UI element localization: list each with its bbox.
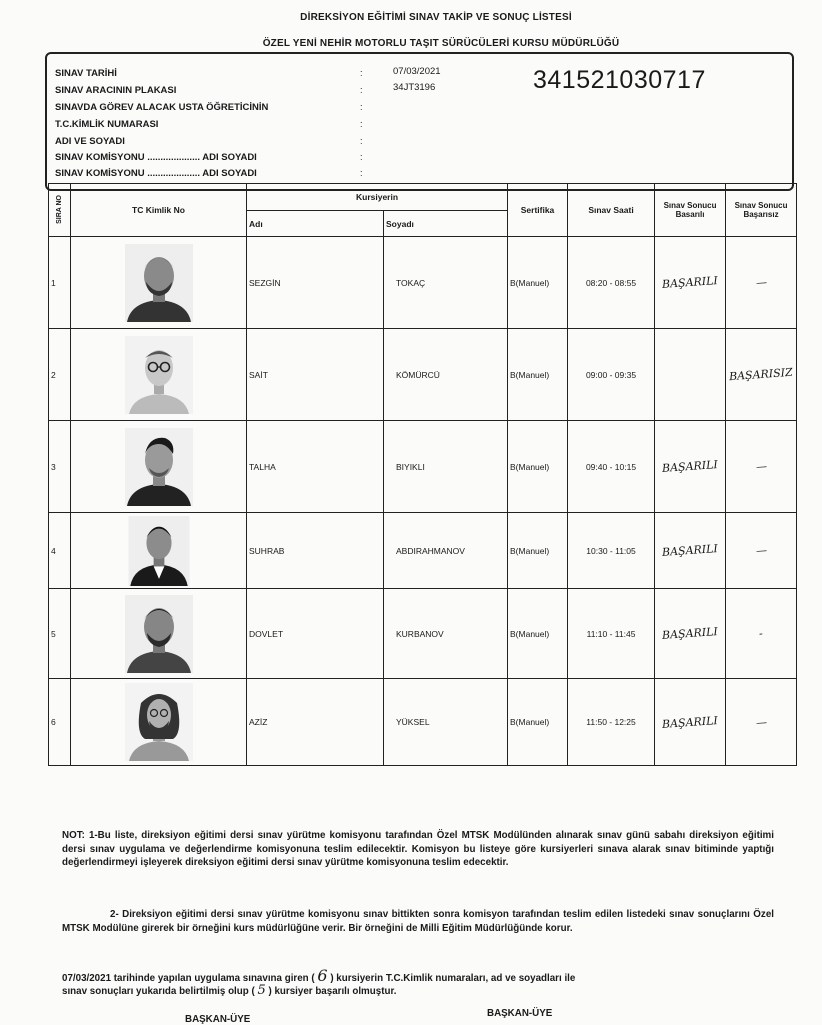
header-sira-no: SIRA NO bbox=[49, 184, 71, 237]
photo-cell bbox=[71, 589, 247, 679]
certificate: B(Manuel) bbox=[508, 679, 568, 766]
signature-left-label: BAŞKAN-ÜYE bbox=[185, 1014, 251, 1025]
student-photo bbox=[125, 244, 193, 322]
result-passed: BAŞARILI bbox=[661, 274, 719, 291]
student-photo bbox=[125, 683, 193, 761]
photo-cell bbox=[71, 421, 247, 513]
student-photo bbox=[125, 516, 193, 586]
first-name: SUHRAB bbox=[247, 513, 384, 589]
row-no: 1 bbox=[49, 237, 71, 329]
row-no: 3 bbox=[49, 421, 71, 513]
exam-time: 11:10 - 11:45 bbox=[568, 589, 655, 679]
plate-value: 34JT3196 bbox=[393, 82, 436, 93]
header-basarili: Sınav Sonucu Basarılı bbox=[655, 184, 726, 237]
header-kursiyer: Kursiyerin bbox=[247, 184, 508, 211]
last-name: YÜKSEL bbox=[384, 679, 508, 766]
handwritten-passed: 5 bbox=[257, 983, 266, 998]
header-basarisiz: Sınav Sonucu Başarısız bbox=[726, 184, 797, 237]
colon: : bbox=[360, 168, 363, 178]
result-failed: - bbox=[758, 626, 764, 641]
colon: : bbox=[360, 102, 363, 112]
student-photo bbox=[125, 428, 193, 506]
candidate-table bbox=[48, 183, 797, 766]
colon: : bbox=[360, 119, 363, 129]
certificate: B(Manuel) bbox=[508, 329, 568, 421]
last-name: BIYIKLI bbox=[384, 421, 508, 513]
last-name: TOKAÇ bbox=[384, 237, 508, 329]
row-no: 6 bbox=[49, 679, 71, 766]
colon: : bbox=[360, 152, 363, 162]
last-name: ABDIRAHMANOV bbox=[384, 513, 508, 589]
last-name: KÖMÜRCÜ bbox=[384, 329, 508, 421]
label-commission-1: SINAV KOMİSYONU .................... ADI SOYADI bbox=[55, 152, 257, 163]
result-passed: BAŞARILI bbox=[661, 542, 719, 559]
last-name: KURBANOV bbox=[384, 589, 508, 679]
row-no: 5 bbox=[49, 589, 71, 679]
label-vehicle-plate: SINAV ARACININ PLAKASI bbox=[55, 85, 177, 96]
photo-cell bbox=[71, 329, 247, 421]
exam-date-value: 07/03/2021 bbox=[393, 66, 441, 77]
label-commission-2: SINAV KOMİSYONU .................... ADI SOYADI bbox=[55, 168, 257, 179]
first-name: SEZGİN bbox=[247, 237, 384, 329]
header-sertifika: Sertifika bbox=[508, 184, 568, 237]
certificate: B(Manuel) bbox=[508, 513, 568, 589]
result-failed: — bbox=[755, 543, 767, 558]
table-row bbox=[49, 679, 797, 766]
signature-right-label: BAŞKAN-ÜYE bbox=[487, 1008, 553, 1019]
photo-cell bbox=[71, 679, 247, 766]
header-tc: TC Kimlik No bbox=[71, 184, 247, 237]
footer-line-1: 07/03/2021 tarihinde yapılan uygulama sınavına giren ( 6 ) kursiyerin T.C.Kimlik numaraları, ad ve soyadları ile bbox=[62, 966, 576, 985]
row-no: 2 bbox=[49, 329, 71, 421]
handwritten-count: 6 bbox=[317, 966, 328, 985]
result-passed: BAŞARILI bbox=[661, 458, 719, 475]
colon: : bbox=[360, 68, 363, 78]
certificate: B(Manuel) bbox=[508, 589, 568, 679]
result-passed: BAŞARILI bbox=[661, 713, 719, 731]
table-row bbox=[49, 329, 797, 421]
table-row bbox=[49, 589, 797, 679]
first-name: AZİZ bbox=[247, 679, 384, 766]
result-failed: — bbox=[755, 715, 767, 729]
photo-cell bbox=[71, 237, 247, 329]
document-title: DİREKSİYON EĞİTİMİ SINAV TAKİP VE SONUÇ LİSTESİ bbox=[300, 12, 572, 23]
exam-time: 08:20 - 08:55 bbox=[568, 237, 655, 329]
label-instructor: SINAVDA GÖREV ALACAK USTA ÖĞRETİCİNİN bbox=[55, 102, 269, 113]
table-row bbox=[49, 421, 797, 513]
colon: : bbox=[360, 85, 363, 95]
label-name-surname: ADI VE SOYADI bbox=[55, 136, 125, 147]
result-failed: — bbox=[755, 459, 767, 474]
label-tc-number: T.C.KİMLİK NUMARASI bbox=[55, 119, 159, 130]
certificate: B(Manuel) bbox=[508, 237, 568, 329]
exam-number: 341521030717 bbox=[533, 66, 706, 94]
exam-time: 09:00 - 09:35 bbox=[568, 329, 655, 421]
label-exam-date: SINAV TARİHİ bbox=[55, 68, 117, 79]
exam-time: 11:50 - 12:25 bbox=[568, 679, 655, 766]
first-name: DOVLET bbox=[247, 589, 384, 679]
table-row bbox=[49, 237, 797, 329]
certificate: B(Manuel) bbox=[508, 421, 568, 513]
footer-line-2: sınav sonuçları yukarıda belirtilmiş olup ( 5 ) kursiyer başarılı olmuştur. bbox=[62, 983, 397, 998]
colon: : bbox=[360, 136, 363, 146]
document-subtitle: ÖZEL YENİ NEHİR MOTORLU TAŞIT SÜRÜCÜLERİ KURSU MÜDÜRLÜĞÜ bbox=[262, 38, 620, 49]
result-failed: BAŞARISIZ bbox=[728, 365, 794, 384]
header-adi: Adı bbox=[247, 211, 384, 237]
first-name: TALHA bbox=[247, 421, 384, 513]
exam-time: 10:30 - 11:05 bbox=[568, 513, 655, 589]
note-paragraph-1: NOT: 1-Bu liste, direksiyon eğitimi dersi sınav yürütme komisyonu tarafından Özel MTSK Modülünden alınarak sınav günü sabahı direksiyon eğitimi dersi sınav uygulama ve değerlendirme komisyonuna teslim edilecektir. Komisyon bu listeye göre kursiyerleri sınava alarak sınav bitiminde yaptığı değerlendirmeyi işleyerek direksiyon eğitimi dersi sınav yürütme komisyonuna teslim edecektir. bbox=[62, 830, 774, 869]
note-paragraph-2: 2- Direksiyon eğitimi dersi sınav yürütme komisyonu sınav bittikten sonra komisyon tarafından teslim edilen listedeki sınav sonuçlarını Özel MTSK Modülüne girerek bir örneğini kurs müdürlüğüne verir. Bir örneğini de Milli Eğitim Müdürlüğünde korur. bbox=[62, 909, 774, 934]
student-photo bbox=[125, 336, 193, 414]
table-row bbox=[49, 513, 797, 589]
result-passed: BAŞARILI bbox=[661, 625, 719, 642]
photo-cell bbox=[71, 513, 247, 589]
header-soyadi: Soyadı bbox=[384, 211, 508, 237]
student-photo bbox=[125, 595, 193, 673]
result-failed: — bbox=[755, 275, 767, 290]
first-name: SAİT bbox=[247, 329, 384, 421]
row-no: 4 bbox=[49, 513, 71, 589]
exam-time: 09:40 - 10:15 bbox=[568, 421, 655, 513]
header-saat: Sınav Saati bbox=[568, 184, 655, 237]
